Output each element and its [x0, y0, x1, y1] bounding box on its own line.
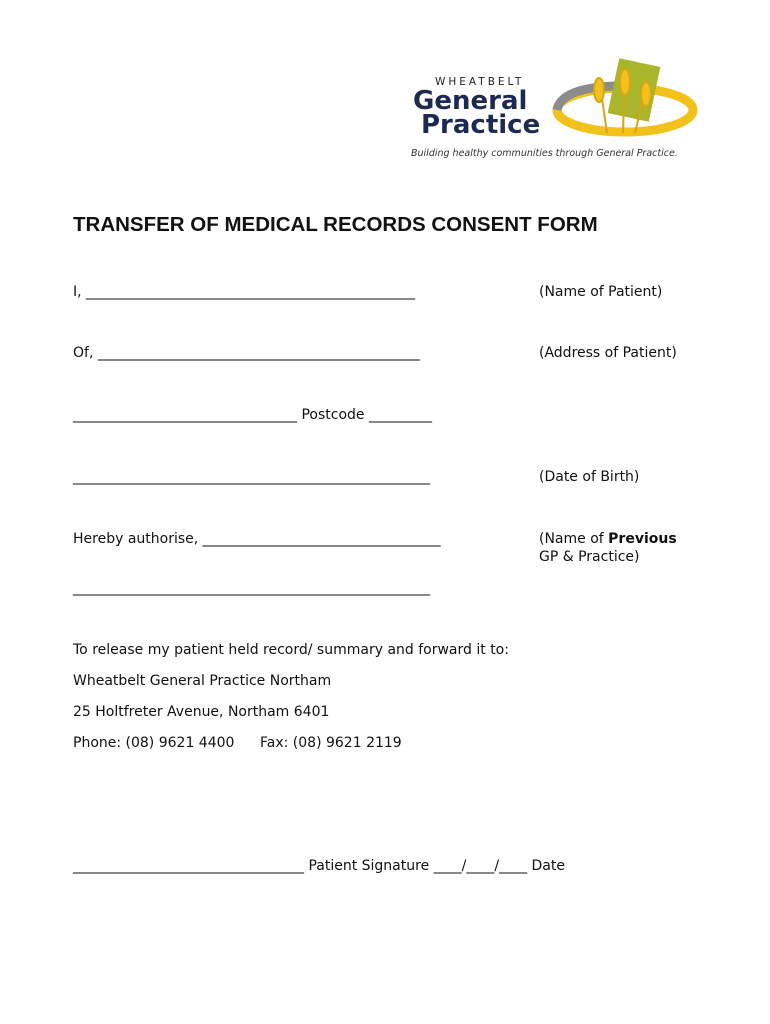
signature-blank[interactable]: _________________________________	[73, 858, 304, 874]
previous-gp-label-bold: Previous	[608, 531, 677, 547]
patient-prefix: I,	[73, 284, 87, 300]
release-text: To release my patient held record/ summary and forward it to:	[73, 642, 509, 658]
practice-address: 25 Holtfreter Avenue, Northam 6401	[73, 704, 330, 720]
dob-label: (Date of Birth)	[539, 469, 640, 485]
address-line2-blank[interactable]: ________________________________	[73, 407, 297, 423]
practice-phone: Phone: (08) 9621 4400	[73, 735, 235, 751]
patient-name-line[interactable]	[73, 284, 415, 300]
address-blank[interactable]: ______________________________________________	[97, 345, 420, 361]
practice-logo	[385, 48, 705, 168]
logo-line2: Practice	[421, 110, 541, 140]
previous-practice-blank[interactable]: ___________________________________________________	[73, 580, 430, 596]
previous-gp-label	[539, 531, 677, 547]
postcode-line[interactable]	[73, 407, 432, 423]
logo-tagline: Building healthy communities through General Practice.	[411, 148, 678, 159]
logo-line1: General	[413, 86, 528, 116]
date-blank[interactable]: ____/____/____	[433, 858, 528, 874]
logo-top-text: WHEATBELT	[435, 76, 525, 88]
previous-gp-blank[interactable]: __________________________________	[202, 531, 441, 547]
previous-gp-label-line2: GP & Practice)	[539, 549, 640, 565]
dob-blank[interactable]: ___________________________________________________	[73, 469, 430, 485]
patient-name-blank[interactable]: _______________________________________________	[86, 284, 416, 300]
authorise-line[interactable]	[73, 531, 441, 547]
previous-gp-label-prefix: (Name of	[539, 531, 609, 547]
practice-name: Wheatbelt General Practice Northam	[73, 673, 332, 689]
date-label: Date	[527, 858, 565, 874]
patient-name-label: (Name of Patient)	[539, 284, 663, 300]
address-prefix: Of,	[73, 345, 98, 361]
address-line[interactable]	[73, 345, 420, 361]
signature-label: Patient Signature	[304, 858, 434, 874]
address-label: (Address of Patient)	[539, 345, 677, 361]
practice-fax: Fax: (08) 9621 2119	[260, 735, 402, 751]
authorise-prefix: Hereby authorise,	[73, 531, 203, 547]
signature-line[interactable]	[73, 858, 565, 874]
postcode-blank[interactable]: _________	[368, 407, 432, 423]
postcode-label: Postcode	[297, 407, 369, 423]
form-title: TRANSFER OF MEDICAL RECORDS CONSENT FORM	[73, 213, 598, 236]
